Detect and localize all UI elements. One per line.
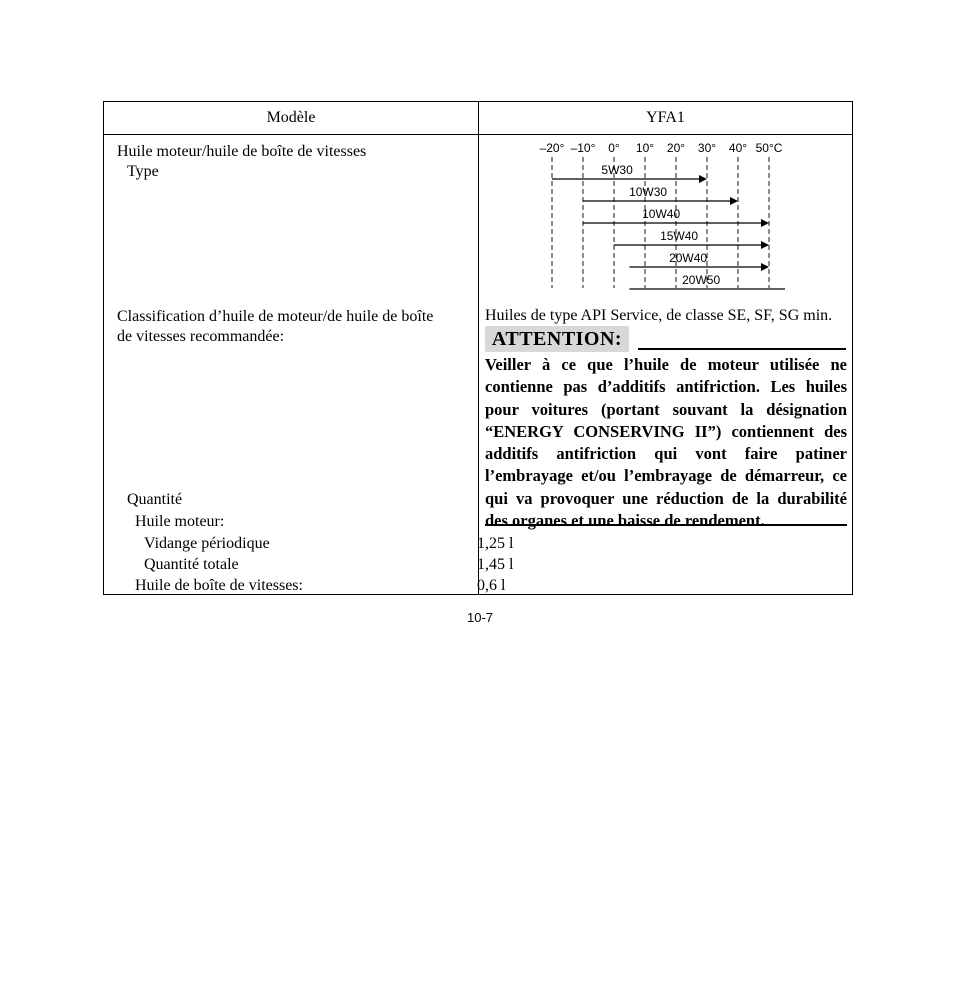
temperature-tick-label: 20° (666, 141, 686, 155)
page-number: 10-7 (466, 610, 494, 625)
attention-line: additifs antifriction qui vont faire patiner (485, 444, 847, 464)
column-divider (478, 102, 479, 594)
attention-line: qui va provoquer une réduction de la durabilité (485, 488, 847, 508)
arrow-head-icon (761, 263, 769, 271)
engine-oil-label: Huile moteur: (135, 513, 225, 530)
viscosity-grade-label: 5W30 (601, 163, 633, 177)
attention-line: contienne pas d’additifs antifriction. Les huiles (485, 377, 847, 397)
periodic-change-label: Vidange périodique (144, 535, 270, 552)
total-quantity-value: 1,45 l (477, 556, 514, 573)
temperature-tick-label: 0° (608, 141, 620, 155)
viscosity-grade-label: 15W40 (660, 229, 699, 243)
temperature-tick-label: 30° (697, 141, 717, 155)
attention-line: “ENERGY CONSERVING II”) contiennent des (485, 421, 847, 441)
temperature-tick-label: 10° (635, 141, 655, 155)
attention-line: des organes et une baisse de rendement. (485, 511, 765, 531)
temperature-tick-label: –10° (570, 141, 596, 155)
gear-oil-value: 0,6 l (477, 577, 506, 594)
attention-bottom-rule (485, 524, 847, 526)
temperature-tick-label: 50°C (755, 141, 783, 155)
viscosity-grade-label: 20W40 (669, 251, 708, 265)
temperature-tick-label: 40° (728, 141, 748, 155)
arrow-head-icon (699, 175, 707, 183)
attention-text (485, 354, 847, 532)
arrow-head-icon (761, 241, 769, 249)
oil-type-sublabel: Type (127, 163, 159, 180)
arrow-head-icon (761, 219, 769, 227)
attention-title: ATTENTION: (485, 326, 629, 352)
classification-value: Huiles de type API Service, de classe SE, SF, SG min. (485, 307, 833, 324)
attention-line: Veiller à ce que l’huile de moteur utilisée ne (485, 355, 847, 374)
viscosity-grade-label: 10W40 (642, 207, 681, 221)
classification-label-line2: de vitesses recommandée: (117, 328, 285, 345)
arrow-head-icon (730, 197, 738, 205)
gear-oil-label: Huile de boîte de vitesses: (135, 577, 303, 594)
attention-line: l’embrayage et/ou l’embrayage de démarreur, ce (485, 466, 847, 486)
viscosity-grade-label: 10W30 (629, 185, 668, 199)
header-model-value: YFA1 (646, 109, 685, 126)
total-quantity-label: Quantité totale (144, 556, 239, 573)
oil-viscosity-chart (530, 138, 785, 290)
header-model-label: Modèle (266, 109, 316, 126)
attention-title-rule (638, 348, 846, 350)
periodic-change-value: 1,25 l (477, 535, 514, 552)
temperature-tick-label: –20° (539, 141, 565, 155)
attention-line: pour voitures (portant souvant la désignation (485, 399, 847, 419)
viscosity-grade-label: 20W50 (682, 273, 721, 287)
classification-label-line1: Classification d’huile de moteur/de huile de boîte (117, 308, 434, 325)
quantity-label: Quantité (127, 491, 183, 508)
oil-type-label: Huile moteur/huile de boîte de vitesses (117, 143, 367, 160)
